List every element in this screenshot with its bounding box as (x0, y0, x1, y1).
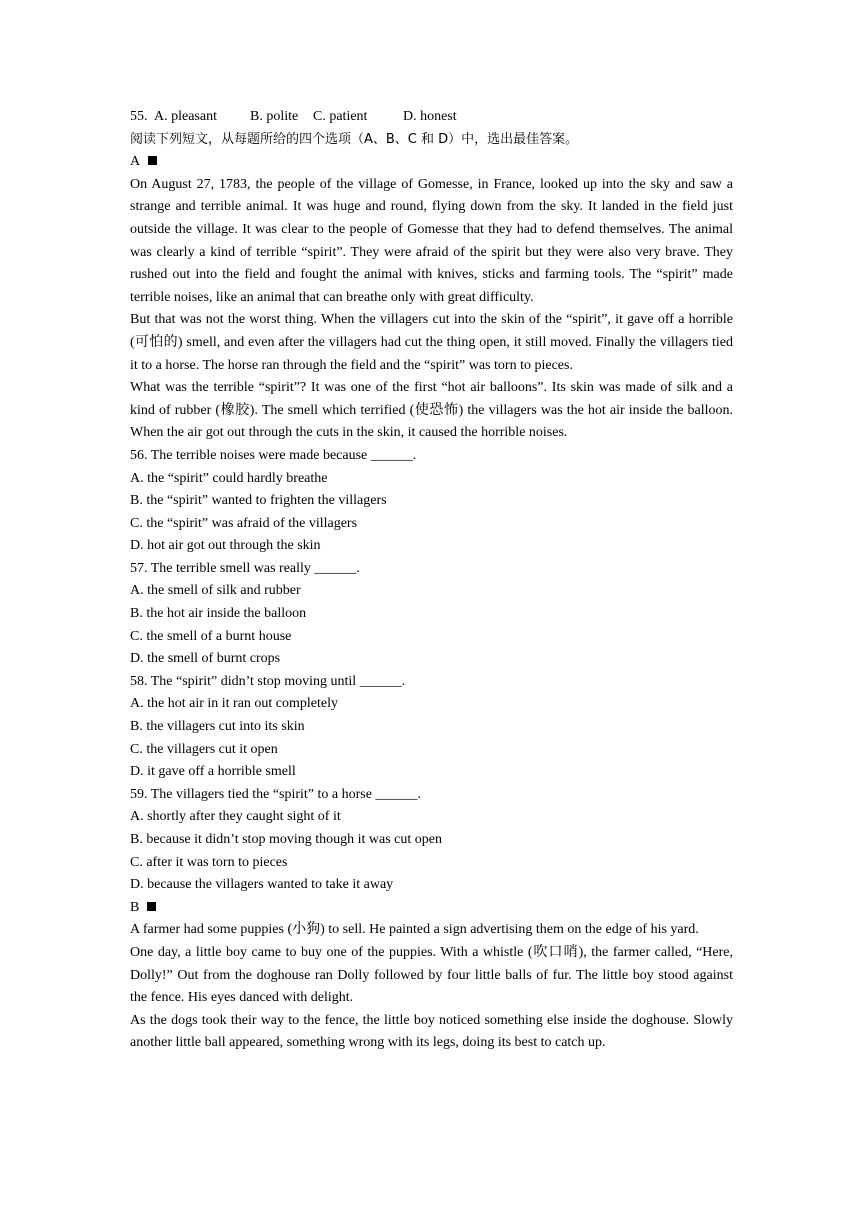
question-stem: 57. The terrible smell was really ______. (130, 560, 360, 576)
option: C. after it was torn to pieces (130, 854, 288, 870)
passage-paragraph: One day, a little boy came to buy one of the puppies. With a whistle (吹口哨), the farmer called, “Here, Dolly!” Out from the doghouse ran Dolly followed by four little balls of fur. The little boy stood against the fence. His eyes danced with delight. (130, 944, 733, 1006)
option: B. the hot air inside the balloon (130, 606, 307, 622)
option-b: B. polite (250, 109, 299, 124)
section-b-heading (130, 897, 733, 920)
option-a: A. pleasant (154, 109, 217, 124)
question-59 (130, 784, 733, 897)
option: C. the smell of a burnt house (130, 628, 292, 644)
section-label: B (130, 899, 140, 915)
option: D. because the villagers wanted to take it away (130, 877, 394, 893)
question-stem: 59. The villagers tied the “spirit” to a horse ______. (130, 786, 421, 802)
instruction: 阅读下列短文，从每题所给的四个选项（A、B、C 和 D）中，选出最佳答案。 (130, 131, 579, 147)
passage-paragraph: What was the terrible “spirit”? It was one of the first “hot air balloons”. Its skin was made of silk and a kind of rubber (橡胶). The smell which terrified (使恐怖) the villagers was the hot air inside the balloon. When the air got out through the cuts in the skin, it caused the horrible noises. (130, 380, 733, 441)
question-57 (130, 558, 733, 671)
option: B. the villagers cut into its skin (130, 719, 305, 735)
option-c: C. patient (313, 109, 368, 124)
option: A. the smell of silk and rubber (130, 583, 301, 599)
option: B. because it didn’t stop moving though it was cut open (130, 832, 442, 847)
question-58 (130, 671, 733, 784)
question-stem: 58. The “spirit” didn’t stop moving until ______. (130, 673, 406, 689)
option: A. the “spirit” could hardly breathe (130, 470, 328, 486)
passage-paragraph: But that was not the worst thing. When the villagers cut into the skin of the “spirit”, it gave off a horrible (可怕的) smell, and even after the villagers had cut the thing open, it still moved. Finally the villagers tied it to a horse. The horse ran through the field and the “spirit” was torn to pieces. (130, 312, 733, 373)
section-label: A (130, 154, 141, 170)
option-d: D. honest (403, 109, 457, 124)
option: C. the “spirit” was afraid of the villagers (130, 515, 358, 531)
option: A. shortly after they caught sight of it (130, 809, 341, 825)
option: D. hot air got out through the skin (130, 538, 321, 554)
option: D. the smell of burnt crops (130, 651, 281, 667)
square-marker-icon (147, 902, 156, 911)
square-marker-icon (148, 156, 157, 165)
document-page (130, 106, 733, 1055)
section-a-heading (130, 151, 733, 174)
question-55 (130, 106, 733, 129)
question-56 (130, 445, 733, 558)
option: C. the villagers cut it open (130, 741, 278, 757)
option: B. the “spirit” wanted to frighten the villagers (130, 493, 387, 509)
passage-paragraph: On August 27, 1783, the people of the village of Gomesse, in France, looked up into the sky and saw a strange and terrible animal. It was huge and round, flying down from the sky. It landed in the field just outside the village. It was clear to the people of Gomesse that they had to defend themselves. The animal was clearly a kind of terrible “spirit”. They were afraid of the spirit but they were also very brave. They rushed out into the field and fought the animal with knives, sticks and farming tools. The “spirit” made terrible noises, like an animal that can breathe only with great difficulty. (130, 176, 733, 305)
question-stem: 56. The terrible noises were made because ______. (130, 447, 417, 463)
question-number: 55. (130, 109, 148, 124)
passage-paragraph: As the dogs took their way to the fence, the little boy noticed something else inside the doghouse. Slowly another little ball appeared, something wrong with its legs, doing its best to catch up. (130, 1012, 733, 1051)
passage-paragraph: A farmer had some puppies (小狗) to sell. He painted a sign advertising them on the edge of his yard. (130, 922, 699, 938)
option: D. it gave off a horrible smell (130, 764, 296, 780)
option: A. the hot air in it ran out completely (130, 696, 339, 712)
